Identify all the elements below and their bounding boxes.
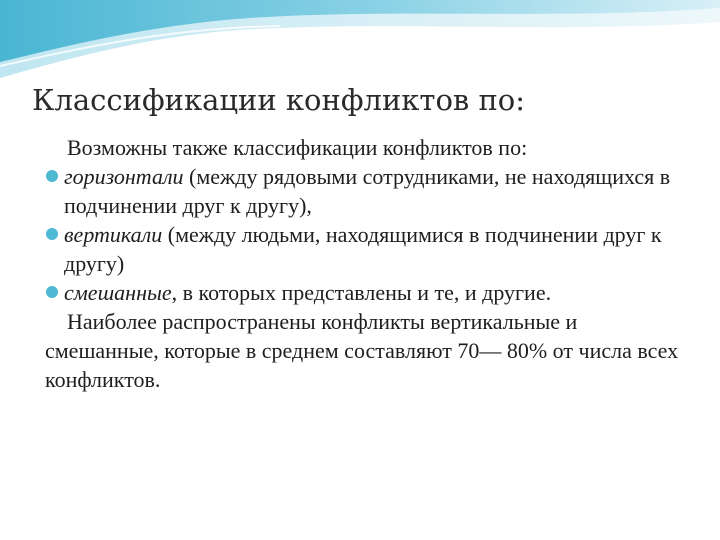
intro-paragraph: Возможны также классификации конфликтов по:	[67, 135, 528, 160]
closing-paragraph: Наиболее распространены конфликты вертикальные и смешанные, которые в среднем составляют 70— 80% от числа всех конфликтов.	[45, 309, 679, 392]
bullet-text: (между людьми, находящимися в подчинении друг к другу)	[64, 222, 662, 276]
bullet-item	[45, 278, 685, 307]
bullet-dot-icon	[46, 170, 58, 182]
header-wave-decoration	[0, 0, 720, 90]
bullet-item	[45, 162, 685, 220]
bullet-term: смешанные	[64, 280, 172, 305]
bullet-text: , в которых представлены и те, и другие.	[171, 280, 552, 305]
bullet-term: горизонтали	[64, 164, 184, 189]
bullet-text: (между рядовыми сотрудниками, не находящихся в подчинении друг к другу),	[64, 164, 671, 218]
slide-title: Классификации конфликтов по:	[32, 83, 526, 117]
bullet-item	[45, 220, 685, 278]
slide-body	[45, 133, 685, 394]
bullet-dot-icon	[46, 286, 58, 298]
bullet-dot-icon	[46, 228, 58, 240]
bullet-term: вертикали	[64, 222, 163, 247]
